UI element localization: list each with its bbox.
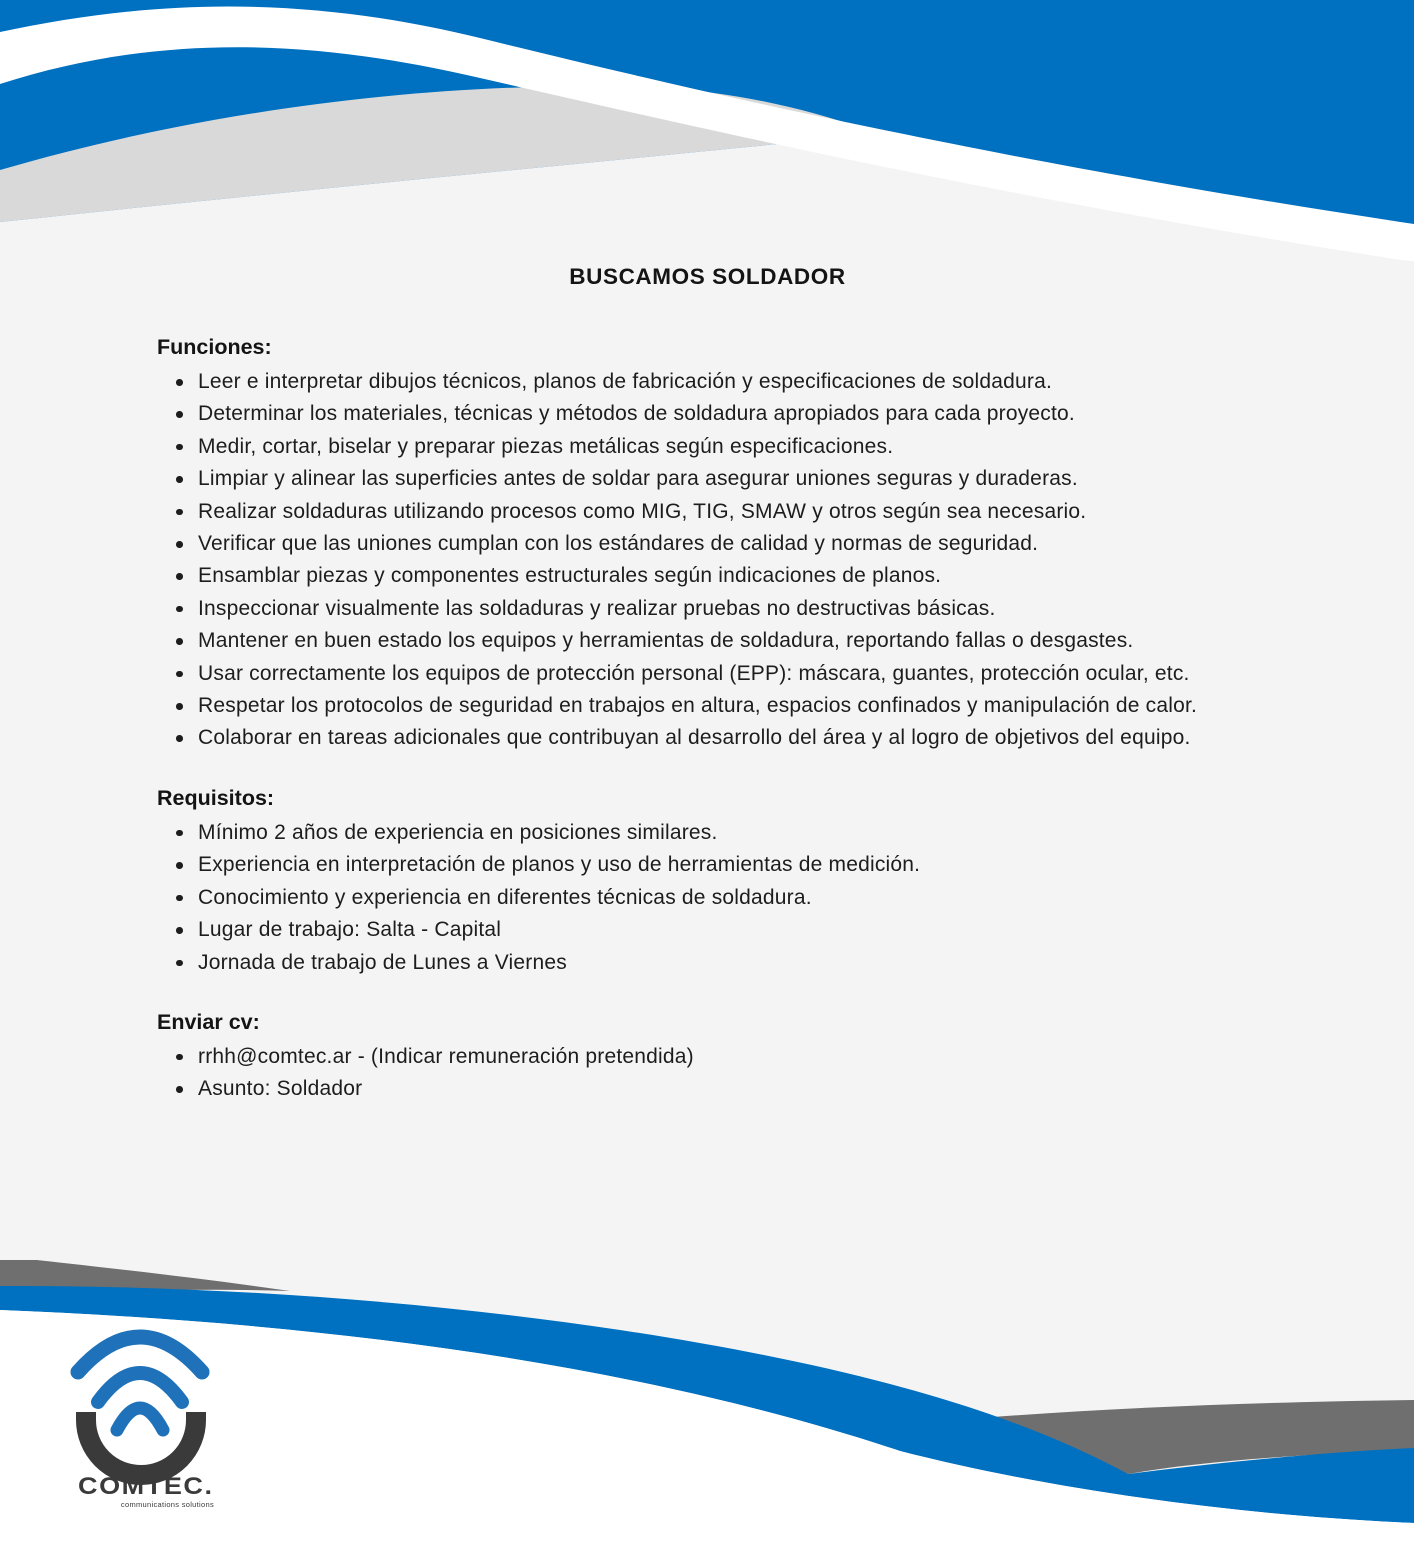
page-title: BUSCAMOS SOLDADOR xyxy=(569,264,846,289)
bullet-item: Colaborar en tareas adicionales que contribuyan al desarrollo del área y al logro de objetivos del equipo. xyxy=(157,722,1258,754)
bullet-item: Respetar los protocolos de seguridad en trabajos en altura, espacios confinados y manipulación de calor. xyxy=(157,690,1258,722)
section-funciones xyxy=(157,334,1258,755)
bullet-item: Conocimiento y experiencia en diferentes técnicas de soldadura. xyxy=(157,882,1258,914)
bullet-item-email: rrhh@comtec.ar - (Indicar remuneración pretendida) xyxy=(157,1041,1258,1073)
bullet-item: Mantener en buen estado los equipos y herramientas de soldadura, reportando fallas o desgastes. xyxy=(157,625,1258,657)
bullet-item: Leer e interpretar dibujos técnicos, planos de fabricación y especificaciones de soldadura. xyxy=(157,366,1258,398)
bullet-item: Medir, cortar, biselar y preparar piezas metálicas según especificaciones. xyxy=(157,431,1258,463)
bullet-item: Usar correctamente los equipos de protección personal (EPP): máscara, guantes, protección ocular, etc. xyxy=(157,658,1258,690)
bullet-list xyxy=(157,817,1258,979)
section-enviar-cv xyxy=(157,1009,1258,1106)
bullet-item: Limpiar y alinear las superficies antes de soldar para asegurar uniones seguras y duraderas. xyxy=(157,463,1258,495)
bullet-item: Verificar que las uniones cumplan con los estándares de calidad y normas de seguridad. xyxy=(157,528,1258,560)
bullet-item: Realizar soldaduras utilizando procesos como MIG, TIG, SMAW y otros según sea necesario. xyxy=(157,496,1258,528)
bullet-item: Jornada de trabajo de Lunes a Viernes xyxy=(157,947,1258,979)
bullet-list xyxy=(157,366,1258,755)
bullet-item: Determinar los materiales, técnicas y métodos de soldadura apropiados para cada proyecto. xyxy=(157,398,1258,430)
bullet-item: Lugar de trabajo: Salta - Capital xyxy=(157,914,1258,946)
logo-tagline-text: communications solutions xyxy=(120,1500,214,1509)
wifi-arcs-icon xyxy=(78,1337,202,1430)
section-heading: Requisitos: xyxy=(157,785,275,810)
header-wave-decoration xyxy=(0,0,1414,280)
bullet-item: Mínimo 2 años de experiencia en posiciones similares. xyxy=(157,817,1258,849)
comtec-logo xyxy=(70,1326,220,1526)
u-cup-icon xyxy=(86,1412,196,1475)
section-requisitos xyxy=(157,785,1258,979)
bullet-item: Experiencia en interpretación de planos y uso de herramientas de medición. xyxy=(157,849,1258,881)
section-heading: Funciones: xyxy=(157,335,272,359)
section-heading: Enviar cv: xyxy=(157,1009,260,1034)
logo-brand-text: COMTEC. xyxy=(78,1472,214,1500)
bullet-item: Asunto: Soldador xyxy=(157,1073,1258,1105)
job-posting-content xyxy=(157,264,1258,1106)
bullet-item: Inspeccionar visualmente las soldaduras y realizar pruebas no destructivas básicas. xyxy=(157,593,1258,625)
bullet-item: Ensamblar piezas y componentes estructurales según indicaciones de planos. xyxy=(157,560,1258,592)
bullet-list xyxy=(157,1041,1258,1106)
